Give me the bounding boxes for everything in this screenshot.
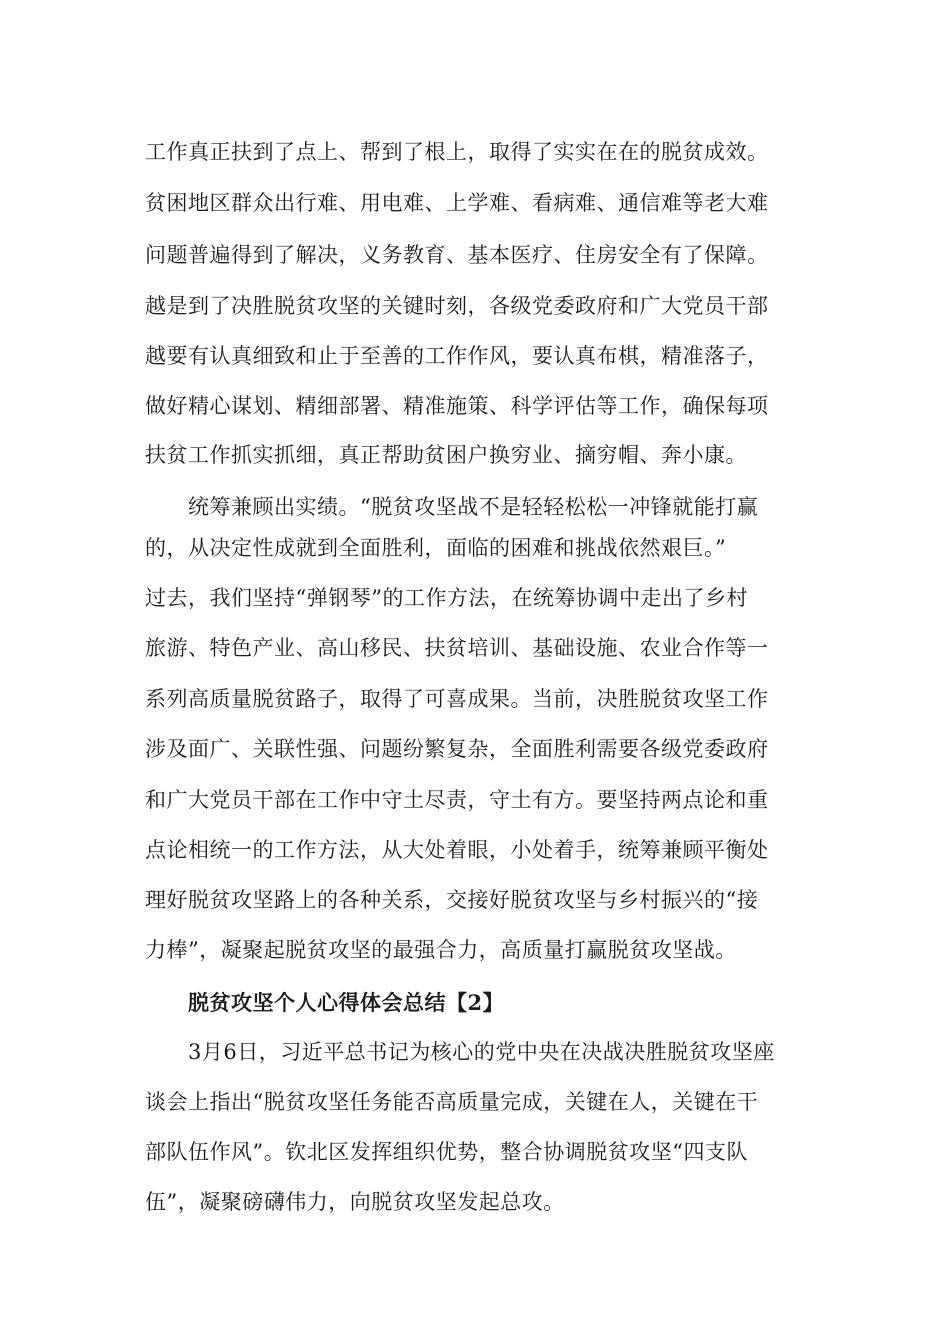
paragraph-line: 扶贫工作抓实抓细，真正帮助贫困户换穷业、摘穷帽、奔小康。 bbox=[145, 443, 747, 467]
paragraph-line: 谈会上指出“脱贫攻坚任务能否高质量完成，关键在人，关键在干 bbox=[145, 1090, 759, 1114]
paragraph-line: 伍”，凝聚磅礴伟力，向脱贫攻坚发起总攻。 bbox=[145, 1190, 565, 1214]
paragraph-line: 越要有认真细致和止于至善的工作作风，要认真布棋，精准落子， bbox=[145, 344, 769, 368]
paragraph-line: 系列高质量脱贫路子，取得了可喜成果。当前，决胜脱贫攻坚工作 bbox=[145, 687, 769, 711]
paragraph-line: 涉及面广、关联性强、问题纷繁复杂，全面胜利需要各级党委政府 bbox=[145, 737, 769, 761]
paragraph-line: 做好精心谋划、精细部署、精准施策、科学评估等工作，确保每项 bbox=[145, 394, 769, 418]
paragraph-line: 工作真正扶到了点上、帮到了根上，取得了实实在在的脱贫成效。 bbox=[145, 140, 769, 164]
paragraph-line: 部队伍作风”。钦北区发挥组织优势，整合协调脱贫攻坚“四支队 bbox=[145, 1140, 748, 1164]
paragraph-line: 问题普遍得到了解决，义务教育、基本医疗、住房安全有了保障。 bbox=[145, 243, 769, 267]
paragraph-line: 旅游、特色产业、高山移民、扶贫培训、基础设施、农业合作等一 bbox=[145, 636, 769, 660]
paragraph-line: 越是到了决胜脱贫攻坚的关键时刻，各级党委政府和广大党员干部 bbox=[145, 294, 769, 318]
paragraph-line: 和广大党员干部在工作中守土尽责，守土有方。要坚持两点论和重 bbox=[145, 788, 769, 812]
paragraph-line: 理好脱贫攻坚路上的各种关系，交接好脱贫攻坚与乡村振兴的“接 bbox=[145, 888, 759, 912]
paragraph-line: 过去，我们坚持“弹钢琴”的工作方法，在统筹协调中走出了乡村 bbox=[145, 586, 748, 610]
paragraph-first-line: 3月6日，习近平总书记为核心的党中央在决战决胜脱贫攻坚座 bbox=[188, 1040, 775, 1064]
paragraph-line: 力棒”，凝聚起脱贫攻坚的最强合力，高质量打赢脱贫攻坚战。 bbox=[145, 938, 737, 962]
section-heading: 脱贫攻坚个人心得体会总结【2】 bbox=[188, 990, 505, 1015]
paragraph-line: 点论相统一的工作方法，从大处着眼，小处着手，统筹兼顾平衡处 bbox=[145, 838, 769, 862]
paragraph-line: 贫困地区群众出行难、用电难、上学难、看病难、通信难等老大难 bbox=[145, 191, 769, 215]
paragraph-line: 的，从决定性成就到全面胜利，面临的困难和挑战依然艰巨。” bbox=[145, 536, 727, 560]
paragraph-first-line: 统筹兼顾出实绩。“脱贫攻坚战不是轻轻松松一冲锋就能打赢 bbox=[188, 495, 759, 519]
